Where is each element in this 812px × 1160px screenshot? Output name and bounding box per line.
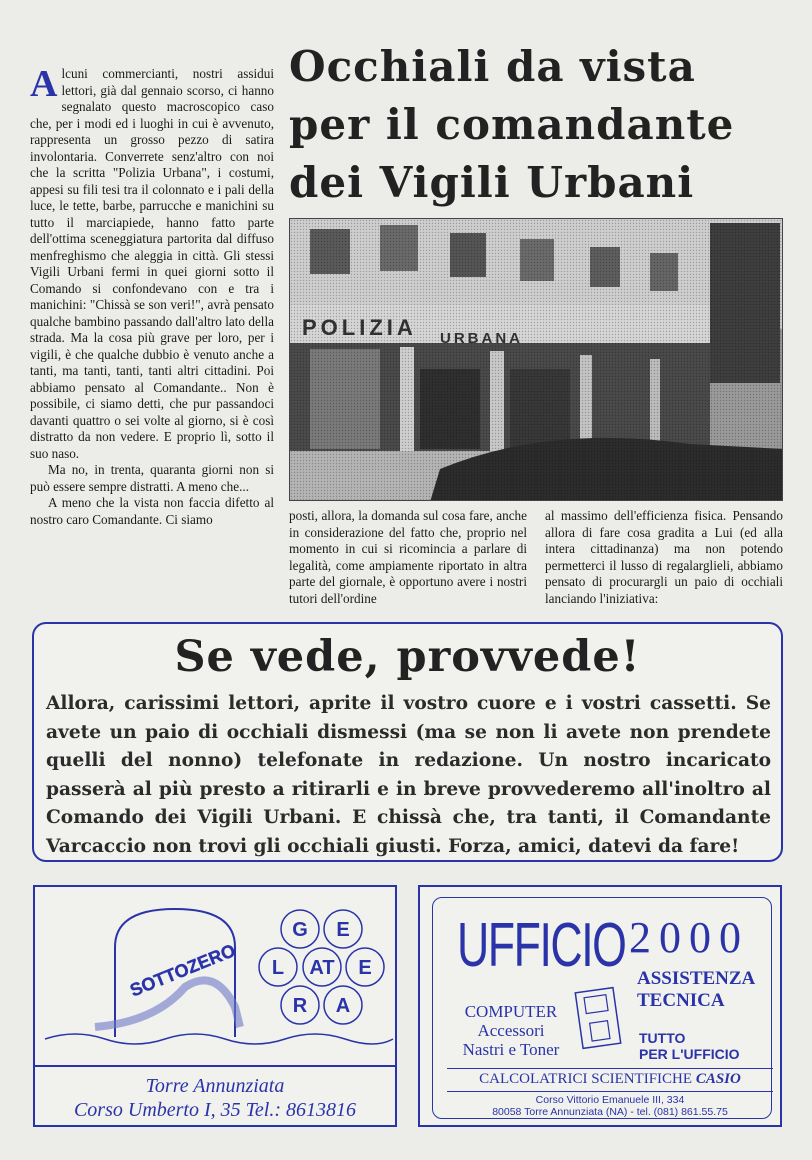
ufficio-products bbox=[453, 1002, 569, 1059]
floppy-disk-icon bbox=[573, 984, 623, 1054]
article-paragraph-3: A meno che la vista non faccia difetto al nostro caro Comandante. Ci siamo bbox=[30, 495, 274, 527]
article-headline bbox=[289, 38, 789, 212]
ufficio-frame bbox=[432, 897, 772, 1119]
ufficio-tutto bbox=[639, 1030, 740, 1062]
headline-line-2: per il comandante bbox=[289, 100, 735, 149]
gelateria-city: Torre Annunziata bbox=[145, 1075, 285, 1097]
ufficio-calcolatrici bbox=[447, 1068, 773, 1092]
assistenza-line: ASSISTENZA bbox=[637, 968, 756, 989]
appeal-body: Allora, carissimi lettori, aprite il vostro cuore e i vostri cassetti. Se avete un paio di occhiali dismessi (ma se non li avete non prendete quelli del nonno) telefonate in redazione. Un nostro incaricato passerà al più presto a ritirarli e in breve provvederemo all'inoltro al Comando dei Vigili Urbani. E chissà che, tra tanti, il Comandante Varcaccio non trovi gli occhiali giusti. Forza, amici, datevi da fare! bbox=[46, 693, 771, 857]
article-column-middle: posti, allora, la domanda sul cosa fare, anche in considerazione del fatto che, proprio nel momento in cui si ricomincia a parlare di legalità, come ampiamente riportato in altra parte del giornale, è opportuno avere i nostri tutori dell'ordine bbox=[289, 508, 527, 606]
computer-line: COMPUTER bbox=[464, 1002, 558, 1021]
article-photo bbox=[289, 218, 783, 501]
gelateria-brand: SOTTOZERO bbox=[127, 940, 239, 1001]
gelateria-divider bbox=[35, 1065, 395, 1067]
gelateria-letter-e2: E bbox=[358, 957, 372, 979]
headline-line-1: Occhiali da vista bbox=[289, 42, 696, 91]
headline-line-3: dei Vigili Urbani bbox=[289, 158, 695, 207]
address-line-2: 80058 Torre Annunziata (NA) - tel. (081) 861.55.75 bbox=[492, 1106, 728, 1118]
building-photo-graphic bbox=[290, 219, 783, 501]
ufficio-number: 2000 bbox=[629, 913, 749, 962]
gelateria-letter-at: AT bbox=[309, 957, 335, 979]
ufficio-brand: UFFICIO bbox=[457, 911, 626, 980]
article-paragraph-1: lcuni commercianti, nostri assidui lettori, già dal gennaio scorso, ci hanno segnalato questo macroscopico caso che, per i modi ed i luoghi in cui è avvenuto, rappresenta un grosso pezzo di satira involontaria. Converrete senz'altro con noi che la scritta "Polizia Urbana", i costumi, appesi su fili tesi tra il colonnato e i pali della luce, le tette, barbe, parrucche e manichini su tutto il marciapiede, hanno fatto parte dell'ottima sceneggiatura partorita dal diffuso menfreghismo che aleggia in città. Gli stessi Vigili Urbani fermi in quei giorni sotto il Comando si confondevano con e tra i manichini: "Chissà se son veri!", avrà pensato qualche bambino passando dall'altro lato della strada. Ma la cosa più grave per loro, per i vigili, è che qualche dubbio è venuto anche a tanti, ma tanti, tanti, tanti altri cittadini. Poi abbiamo pensato al Comandante.. Non è possibile, ci siamo detti, che pur passandoci davanti quattro o sei volte al giorno, si è così distratto da non vedere. E proprio lì, sotto il suo naso. bbox=[30, 66, 274, 461]
gelateria-letter-a: A bbox=[335, 995, 351, 1017]
calcolatrici-label: CALCOLATRICI SCIENTIFICHE bbox=[479, 1071, 693, 1087]
tutto-line: TUTTO bbox=[639, 1030, 686, 1046]
gelateria-letter-e1: E bbox=[336, 919, 350, 941]
gelateria-address: Corso Umberto I, 35 Tel.: 8613816 bbox=[73, 1099, 357, 1121]
article-column-left bbox=[30, 63, 274, 528]
article-paragraph-2: Ma no, in trenta, quaranta giorni non si può essere sempre distratti. A meno che... bbox=[30, 462, 274, 494]
ad-gelateria bbox=[33, 885, 397, 1127]
drop-cap: A bbox=[30, 63, 58, 105]
ufficio-assistenza bbox=[637, 968, 787, 1012]
gelateria-letter-g: G bbox=[292, 919, 308, 941]
casio-brand: CASIO bbox=[695, 1071, 741, 1087]
ad-ufficio-2000 bbox=[418, 885, 782, 1127]
nastri-toner-line: Nastri e Toner bbox=[462, 1040, 560, 1059]
ufficio-address bbox=[447, 1094, 773, 1118]
address-line-1: Corso Vittorio Emanuele III, 334 bbox=[535, 1094, 685, 1106]
gelateria-logo bbox=[35, 887, 395, 1065]
tecnica-line: TECNICA bbox=[637, 990, 725, 1011]
per-ufficio-line: PER L'UFFICIO bbox=[639, 1046, 740, 1062]
article-column-right: al massimo dell'efficienza fisica. Pensando allora di fare cosa gradita a Lui (ed alla intera cittadinanza) ma non potendo permetterci il lusso di regalarglieli, abbiamo pensato di procurargli un paio di occhiali lanciando l'iniziativa: bbox=[545, 508, 783, 606]
appeal-title: Se vede, provvede! bbox=[174, 632, 641, 682]
accessori-line: Accessori bbox=[477, 1021, 545, 1040]
gelateria-letter-l: L bbox=[271, 957, 285, 979]
gelateria-letter-r: R bbox=[292, 995, 308, 1017]
appeal-box bbox=[32, 622, 783, 862]
